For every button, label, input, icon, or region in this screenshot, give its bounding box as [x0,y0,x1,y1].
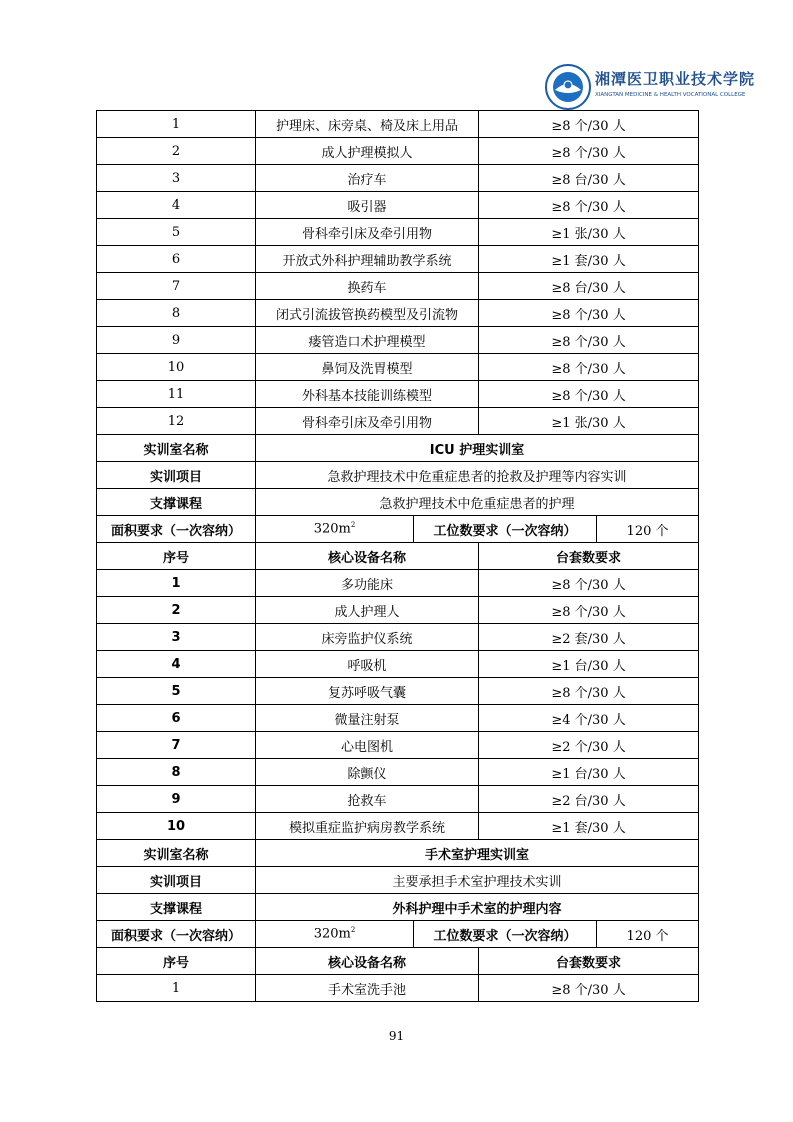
room-name-label: 实训室名称 [97,435,256,462]
quantity-requirement: ≥2 套/30 人 [479,624,699,651]
row-number: 5 [97,219,256,246]
table-row [97,570,699,597]
page-number: 91 [388,1029,405,1043]
table-row [97,165,699,192]
quantity-requirement: ≥1 套/30 人 [479,246,699,273]
column-header-row [97,948,699,975]
table-row [97,759,699,786]
quantity-requirement: ≥8 个/30 人 [479,354,699,381]
row-number: 6 [97,246,256,273]
equipment-table [96,110,699,1002]
quantity-requirement: ≥8 台/30 人 [479,165,699,192]
table-row [97,219,699,246]
quantity-requirement: ≥1 张/30 人 [479,219,699,246]
row-number: 3 [97,624,256,651]
equipment-name: 手术室洗手池 [256,975,479,1002]
course-row [97,894,699,921]
column-header-qty: 台套数要求 [479,948,699,975]
area-row [97,516,699,543]
equipment-name: 闭式引流拔管换药模型及引流物 [256,300,479,327]
row-number: 3 [97,165,256,192]
project-row [97,462,699,489]
area-value [256,516,414,543]
column-header-no: 序号 [97,543,256,570]
table-row [97,732,699,759]
table-row [97,408,699,435]
column-header-row [97,543,699,570]
area-label: 面积要求（一次容纳） [97,921,256,948]
area-label: 面积要求（一次容纳） [97,516,256,543]
equipment-name: 护理床、床旁桌、椅及床上用品 [256,111,479,138]
equipment-name: 治疗车 [256,165,479,192]
quantity-requirement: ≥8 个/30 人 [479,138,699,165]
quantity-requirement: ≥8 个/30 人 [479,975,699,1002]
row-number: 2 [97,138,256,165]
room-name-value: ICU 护理实训室 [256,435,699,462]
row-number: 7 [97,273,256,300]
course-label: 支撑课程 [97,489,256,516]
course-value: 外科护理中手术室的护理内容 [256,894,699,921]
room-name-row [97,435,699,462]
quantity-requirement: ≥2 台/30 人 [479,786,699,813]
row-number: 8 [97,300,256,327]
row-number: 1 [97,111,256,138]
project-value: 急救护理技术中危重症患者的抢救及护理等内容实训 [256,462,699,489]
equipment-name: 骨科牵引床及牵引用物 [256,408,479,435]
row-number: 11 [97,381,256,408]
station-value: 120 个 [597,921,699,948]
row-number: 2 [97,597,256,624]
row-number: 12 [97,408,256,435]
table-row [97,354,699,381]
row-number: 6 [97,705,256,732]
table-row [97,624,699,651]
equipment-name: 开放式外科护理辅助教学系统 [256,246,479,273]
equipment-name: 呼吸机 [256,651,479,678]
table-row [97,327,699,354]
table-row [97,597,699,624]
equipment-name: 抢救车 [256,786,479,813]
equipment-name: 成人护理模拟人 [256,138,479,165]
equipment-name: 床旁监护仪系统 [256,624,479,651]
table-row [97,138,699,165]
quantity-requirement: ≥8 个/30 人 [479,111,699,138]
table-row [97,705,699,732]
table-row [97,786,699,813]
school-name-cn: 湘潭医卫职业技术学院 [595,70,756,88]
equipment-name: 外科基本技能训练模型 [256,381,479,408]
row-number: 8 [97,759,256,786]
station-label: 工位数要求（一次容纳） [414,921,597,948]
course-label: 支撑课程 [97,894,256,921]
row-number: 4 [97,651,256,678]
row-number: 1 [97,975,256,1002]
table-row [97,381,699,408]
area-value [256,921,414,948]
room-name-value: 手术室护理实训室 [256,840,699,867]
room-name-row [97,840,699,867]
quantity-requirement: ≥8 个/30 人 [479,570,699,597]
area-number: 320m [313,926,351,942]
table-row [97,651,699,678]
table-row [97,111,699,138]
project-label: 实训项目 [97,867,256,894]
college-logo-icon [545,64,591,110]
equipment-name: 复苏呼吸气囊 [256,678,479,705]
equipment-name: 心电图机 [256,732,479,759]
equipment-name: 成人护理人 [256,597,479,624]
row-number: 9 [97,327,256,354]
table-row [97,273,699,300]
column-header-qty: 台套数要求 [479,543,699,570]
project-row [97,867,699,894]
station-label: 工位数要求（一次容纳） [414,516,597,543]
table-row [97,813,699,840]
column-header-no: 序号 [97,948,256,975]
row-number: 5 [97,678,256,705]
table-row [97,300,699,327]
equipment-name: 除颤仪 [256,759,479,786]
equipment-name: 瘘管造口术护理模型 [256,327,479,354]
quantity-requirement: ≥8 个/30 人 [479,678,699,705]
quantity-requirement: ≥1 张/30 人 [479,408,699,435]
table-row [97,192,699,219]
quantity-requirement: ≥8 台/30 人 [479,273,699,300]
quantity-requirement: ≥1 台/30 人 [479,759,699,786]
column-header-name: 核心设备名称 [256,543,479,570]
table-row [97,246,699,273]
equipment-name: 吸引器 [256,192,479,219]
row-number: 4 [97,192,256,219]
row-number: 10 [97,354,256,381]
area-number: 320m [313,521,351,537]
quantity-requirement: ≥8 个/30 人 [479,381,699,408]
row-number: 1 [97,570,256,597]
equipment-name: 骨科牵引床及牵引用物 [256,219,479,246]
quantity-requirement: ≥1 套/30 人 [479,813,699,840]
table-row [97,975,699,1002]
column-header-name: 核心设备名称 [256,948,479,975]
quantity-requirement: ≥1 台/30 人 [479,651,699,678]
station-value: 120 个 [597,516,699,543]
equipment-name: 多功能床 [256,570,479,597]
school-name-en: XIANGTAN MEDICINE & HEALTH VOCATIONAL COLLEGE [595,92,746,98]
equipment-name: 微量注射泵 [256,705,479,732]
equipment-name: 鼻饲及洗胃模型 [256,354,479,381]
area-unit-exponent: 2 [350,926,356,935]
quantity-requirement: ≥8 个/30 人 [479,192,699,219]
quantity-requirement: ≥2 个/30 人 [479,732,699,759]
page-header [545,64,756,114]
quantity-requirement: ≥8 个/30 人 [479,327,699,354]
area-unit-exponent: 2 [350,521,356,530]
quantity-requirement: ≥4 个/30 人 [479,705,699,732]
room-name-label: 实训室名称 [97,840,256,867]
row-number: 10 [97,813,256,840]
area-row [97,921,699,948]
project-label: 实训项目 [97,462,256,489]
equipment-name: 换药车 [256,273,479,300]
quantity-requirement: ≥8 个/30 人 [479,597,699,624]
quantity-requirement: ≥8 个/30 人 [479,300,699,327]
course-row [97,489,699,516]
course-value: 急救护理技术中危重症患者的护理 [256,489,699,516]
row-number: 7 [97,732,256,759]
table-row [97,678,699,705]
equipment-name: 模拟重症监护病房教学系统 [256,813,479,840]
project-value: 主要承担手术室护理技术实训 [256,867,699,894]
row-number: 9 [97,786,256,813]
